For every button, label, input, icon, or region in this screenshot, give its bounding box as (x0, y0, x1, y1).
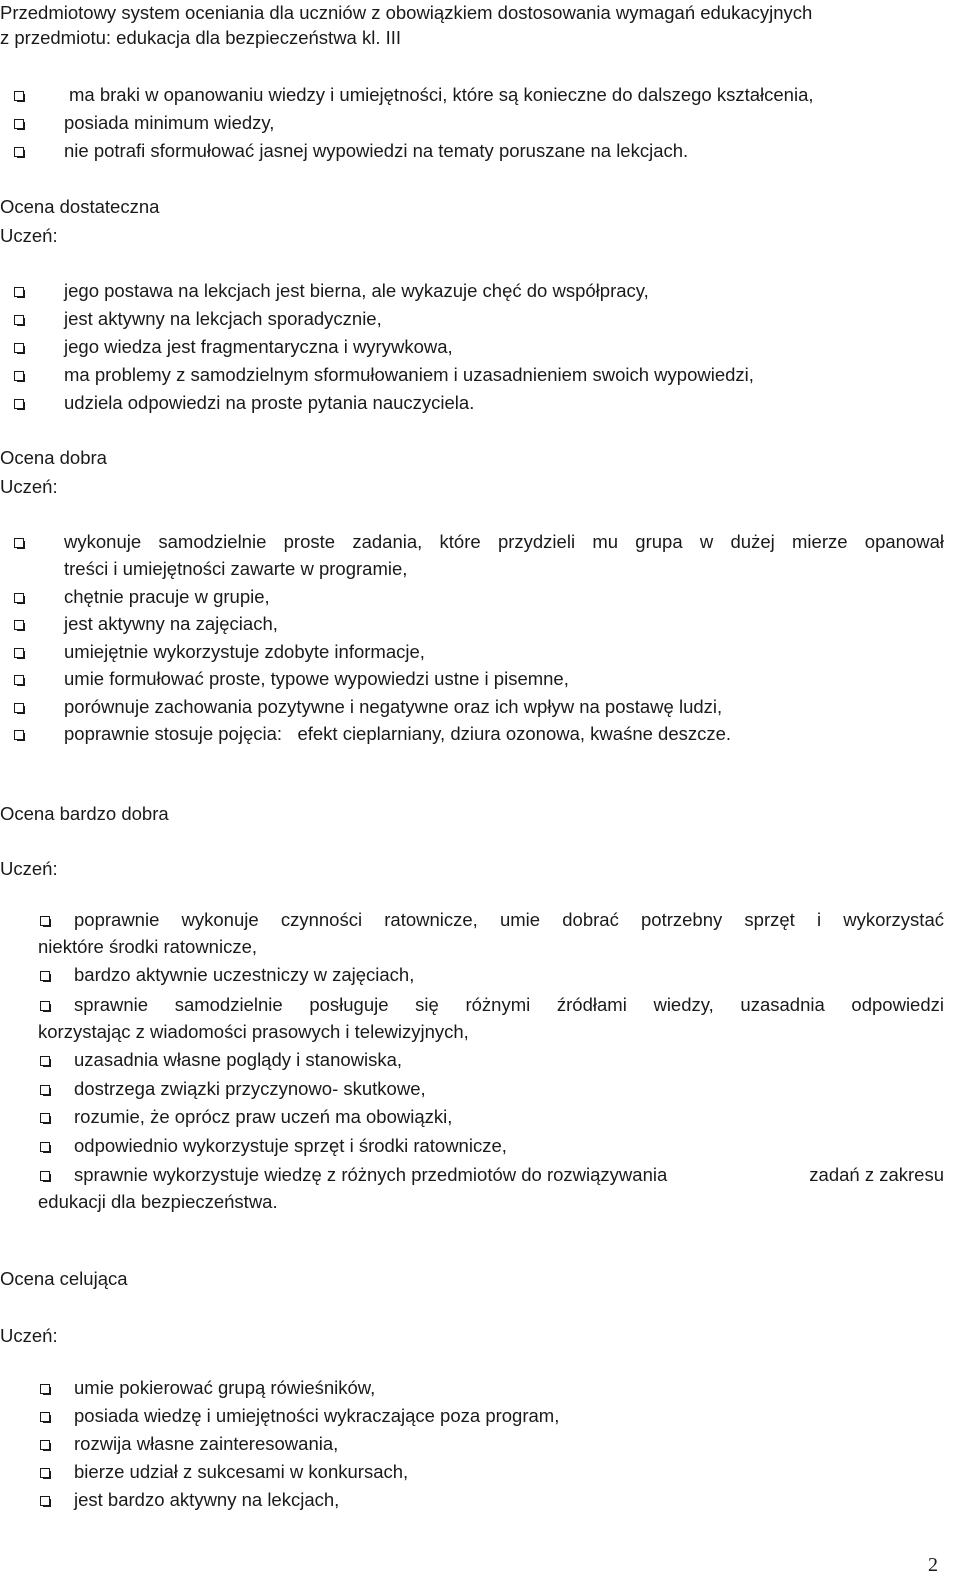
checkbox-bullet-icon (14, 538, 24, 548)
list-item: bardzo aktywnie uczestniczy w zajęciach, (74, 964, 415, 985)
list-item: sprawnie wykorzystuje wiedzę z różnych przedmiotów do rozwiązywania (74, 1164, 668, 1185)
list-item-continuation: korzystając z wiadomości prasowych i telewizyjnych, (38, 1021, 469, 1042)
list-item: posiada minimum wiedzy, (64, 112, 275, 133)
checkbox-bullet-icon (14, 119, 24, 129)
list-item-continuation: niektóre środki ratownicze, (38, 936, 258, 957)
checkbox-bullet-icon (40, 1142, 50, 1152)
checkbox-bullet-icon (40, 916, 50, 926)
checkbox-bullet-icon (40, 1496, 50, 1506)
list-item: nie potrafi sformułować jasnej wypowiedzi na tematy poruszane na lekcjach. (64, 140, 689, 161)
document-header-line-2: z przedmiotu: edukacja dla bezpieczeństwa kl. III (0, 27, 402, 48)
checkbox-bullet-icon (40, 971, 50, 981)
checkbox-bullet-icon (14, 730, 24, 740)
checkbox-bullet-icon (40, 1384, 50, 1394)
section-title: Ocena celująca (0, 1268, 128, 1289)
section-subtitle: Uczeń: (0, 858, 58, 879)
list-item: odpowiednio wykorzystuje sprzęt i środki ratownicze, (74, 1135, 507, 1156)
list-item: porównuje zachowania pozytywne i negatywne oraz ich wpływ na postawę ludzi, (64, 696, 723, 717)
list-item: poprawnie stosuje pojęcia: efekt cieplarniany, dziura ozonowa, kwaśne deszcze. (64, 723, 732, 744)
section-title: Ocena bardzo dobra (0, 803, 169, 824)
list-item: jest aktywny na lekcjach sporadycznie, (64, 308, 382, 329)
list-item: bierze udział z sukcesami w konkursach, (74, 1461, 409, 1482)
section-subtitle: Uczeń: (0, 476, 58, 497)
list-item: chętnie pracuje w grupie, (64, 586, 270, 607)
checkbox-bullet-icon (40, 1412, 50, 1422)
checkbox-bullet-icon (14, 648, 24, 658)
document-header-line-1: Przedmiotowy system oceniania dla uczniów z obowiązkiem dostosowania wymagań edukacyjnych (0, 2, 813, 23)
list-item-continuation: treści i umiejętności zawarte w programie, (64, 558, 408, 579)
list-item: dostrzega związki przyczynowo- skutkowe, (74, 1078, 426, 1099)
checkbox-bullet-icon (40, 1001, 50, 1011)
list-item: rozwija własne zainteresowania, (74, 1433, 339, 1454)
list-item: wykonuje samodzielnie proste zadania, które przydzieli mu grupa w dużej mierze opanował (64, 531, 944, 552)
checkbox-bullet-icon (14, 675, 24, 685)
checkbox-bullet-icon (14, 343, 24, 353)
section-title: Ocena dobra (0, 447, 107, 468)
list-item: udziela odpowiedzi na proste pytania nauczyciela. (64, 392, 475, 413)
checkbox-bullet-icon (14, 315, 24, 325)
list-item-continuation: edukacji dla bezpieczeństwa. (38, 1191, 278, 1212)
checkbox-bullet-icon (40, 1468, 50, 1478)
checkbox-bullet-icon (40, 1113, 50, 1123)
checkbox-bullet-icon (14, 371, 24, 381)
checkbox-bullet-icon (14, 593, 24, 603)
list-item: jego wiedza jest fragmentaryczna i wyrywkowa, (64, 336, 453, 357)
list-item: jest aktywny na zajęciach, (64, 613, 278, 634)
list-item: jego postawa na lekcjach jest bierna, ale wykazuje chęć do współpracy, (64, 280, 649, 301)
checkbox-bullet-icon (14, 620, 24, 630)
section-subtitle: Uczeń: (0, 225, 58, 246)
list-item: uzasadnia własne poglądy i stanowiska, (74, 1049, 403, 1070)
checkbox-bullet-icon (14, 287, 24, 297)
section-title: Ocena dostateczna (0, 196, 160, 217)
checkbox-bullet-icon (14, 91, 24, 101)
section-subtitle: Uczeń: (0, 1325, 58, 1346)
checkbox-bullet-icon (40, 1171, 50, 1181)
list-item: poprawnie wykonuje czynności ratownicze, umie dobrać potrzebny sprzęt i wykorzystać (74, 909, 944, 930)
list-item: umie pokierować grupą rówieśników, (74, 1377, 376, 1398)
checkbox-bullet-icon (40, 1085, 50, 1095)
list-item: posiada wiedzę i umiejętności wykraczające poza program, (74, 1405, 560, 1426)
list-item: rozumie, że oprócz praw uczeń ma obowiązki, (74, 1106, 453, 1127)
list-item: ma braki w opanowaniu wiedzy i umiejętności, które są konieczne do dalszego kształcenia, (69, 84, 814, 105)
checkbox-bullet-icon (40, 1056, 50, 1066)
list-item: umiejętnie wykorzystuje zdobyte informacje, (64, 641, 425, 662)
checkbox-bullet-icon (14, 703, 24, 713)
list-item: sprawnie samodzielnie posługuje się różnymi źródłami wiedzy, uzasadnia odpowiedzi (74, 994, 944, 1015)
page-number: 2 (928, 1554, 938, 1576)
list-item-tail: zadań z zakresu (809, 1164, 944, 1185)
list-item: umie formułować proste, typowe wypowiedzi ustne i pisemne, (64, 668, 569, 689)
checkbox-bullet-icon (40, 1440, 50, 1450)
checkbox-bullet-icon (14, 147, 24, 157)
list-item: ma problemy z samodzielnym sformułowaniem i uzasadnieniem swoich wypowiedzi, (64, 364, 754, 385)
list-item: jest bardzo aktywny na lekcjach, (74, 1489, 340, 1510)
checkbox-bullet-icon (14, 399, 24, 409)
